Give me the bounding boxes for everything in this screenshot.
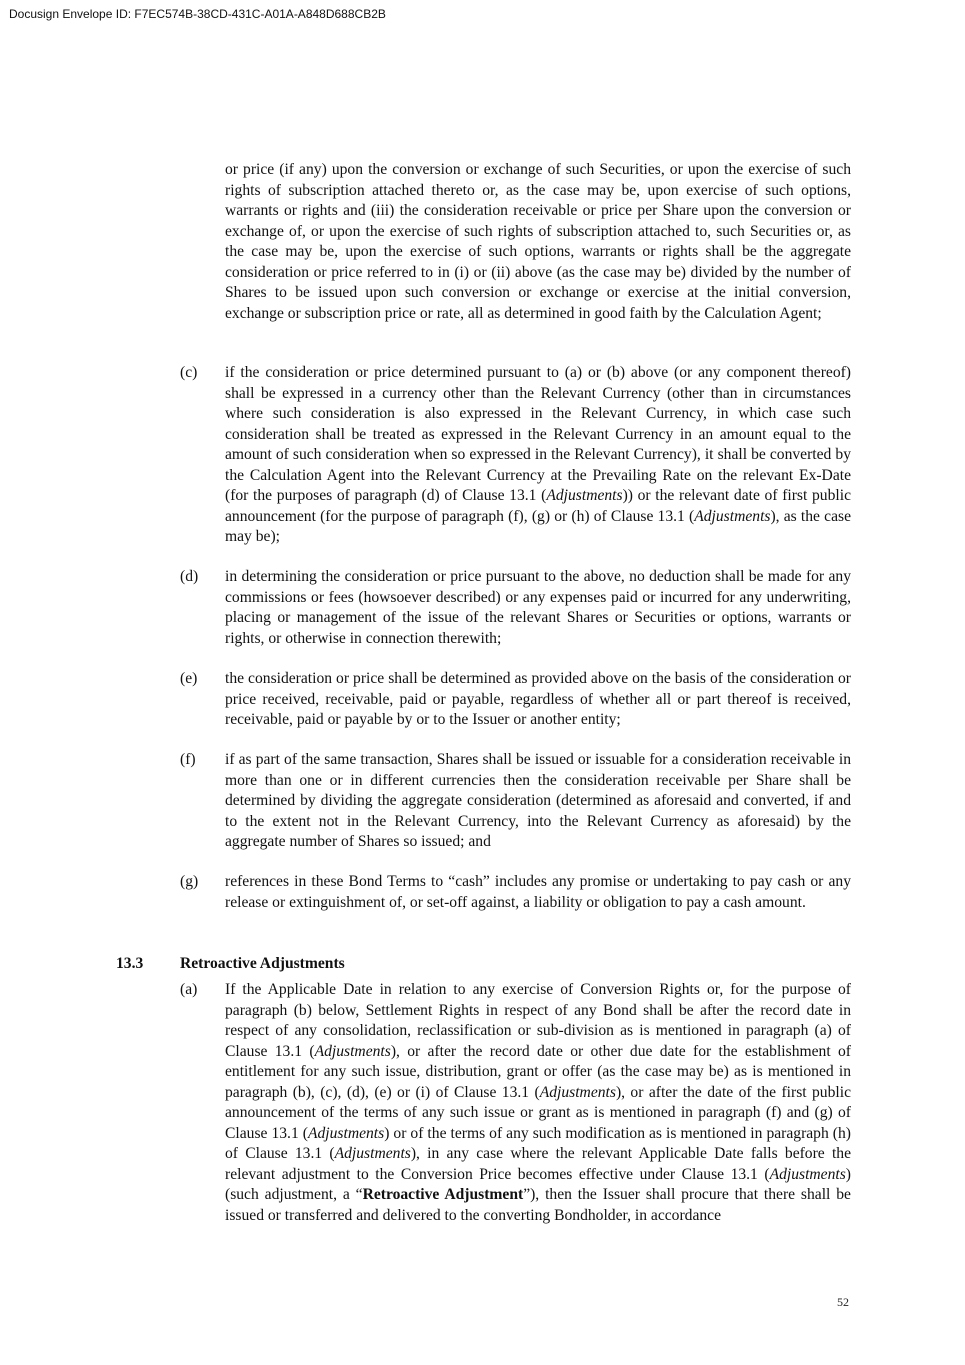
item-e-label: (e)	[180, 670, 198, 687]
item-g-text: references in these Bond Terms to “cash” includes any promise or undertaking to pay cash or any release or extinguishment of, or set-off against, a liability or obligation to pay a cash amount.	[225, 873, 851, 911]
continuation-paragraph: or price (if any) upon the conversion or exchange of such Securities, or upon the exercise of such rights of subscription attached thereto or, as the case may be, upon exercise of such options, warrants or rights and (iii) the consideration receivable or price per Share upon the conversion or exchange of, or upon the exercise of such rights of subscription attached to, such Securities or, as the case may be, upon the exercise of such options, warrants or rights shall be the aggregate consideration or price referred to in (i) or (ii) above (as the case may be) divided by the number of Shares to be issued upon such conversion or exchange or exercise at the initial conversion, exchange or subscription price or rate, all as determined in good faith by the Calculation Agent;	[225, 161, 851, 322]
page-number: 52	[837, 1295, 849, 1309]
item-e-text: the consideration or price shall be determined as provided above on the basis of the consideration or price received, receivable, paid or payable, regardless of whether all or part thereof is received, receivable, paid or payable by or to the Issuer or another entity;	[225, 670, 851, 728]
section-title: Retroactive Adjustments	[180, 955, 345, 972]
item-d-text: in determining the consideration or price pursuant to the above, no deduction shall be made for any commissions or fees (howsoever described) or any expenses paid or incurred for any underwriting, placing or management of the issue of the relevant Shares or Securities or options, warrants or rights, or otherwise in connection therewith;	[225, 568, 851, 647]
item-c-text: if the consideration or price determined pursuant to (a) or (b) above (or any component thereof) shall be expressed in a currency other than the Relevant Currency (other than in circumstances where such consideration is also expressed in the Relevant Currency, in which case such consideration shall be treated as expressed in the Relevant Currency in an amount equal to the amount of such consideration when so expressed in the Relevant Currency), it shall be converted by the Calculation Agent into the Relevant Currency at the Prevailing Rate on the relevant Ex-Date (for the purposes of paragraph (d) of Clause 13.1 (Adjustments)) or the relevant date of first public announcement (for the purpose of paragraph (f), (g) or (h) of Clause 13.1 (Adjustments), as the case may be);	[225, 364, 851, 545]
section-a-text: If the Applicable Date in relation to any exercise of Conversion Rights or, for the purpose of paragraph (b) below, Settlement Rights in respect of any Bond shall be after the record date in respect of any consolidation, reclassification or sub-division as is mentioned in paragraph (a) of Clause 13.1 (Adjustments), or after the record date or other due date for the establishment of entitlement for any such issue, distribution, grant or offer (as the case may be) as is mentioned in paragraph (b), (c), (d), (e) or (i) of Clause 13.1 (Adjustments), or after the date of the first public announcement of the terms of any such issue or grant as is mentioned in paragraph (f) and (g) of Clause 13.1 (Adjustments) or of the terms of any such modification as is mentioned in paragraph (h) of Clause 13.1 (Adjustments), in any case where the relevant Applicable Date falls before the relevant adjustment to the Conversion Price becomes effective under Clause 13.1 (Adjustments) (such adjustment, a “Retroactive Adjustment”), then the Issuer shall procure that there shall be issued or transferred and delivered to the converting Bondholder, in accordance	[225, 981, 851, 1224]
envelope-id: Docusign Envelope ID: F7EC574B-38CD-431C-A01A-A848D688CB2B	[9, 7, 386, 21]
section-number: 13.3	[116, 955, 144, 972]
item-f-label: (f)	[180, 751, 196, 768]
item-d-label: (d)	[180, 568, 199, 585]
section-a-label: (a)	[180, 981, 198, 998]
item-g-label: (g)	[180, 873, 199, 890]
item-f-text: if as part of the same transaction, Shares shall be issued or issuable for a consideration receivable in more than one or in different currencies then the consideration receivable per Share shall be determined by dividing the aggregate consideration (determined as aforesaid and converted, if and to the extent not in the Relevant Currency, into the Relevant Currency as aforesaid) by the aggregate number of Shares so issued; and	[225, 751, 851, 850]
item-c-label: (c)	[180, 364, 198, 381]
